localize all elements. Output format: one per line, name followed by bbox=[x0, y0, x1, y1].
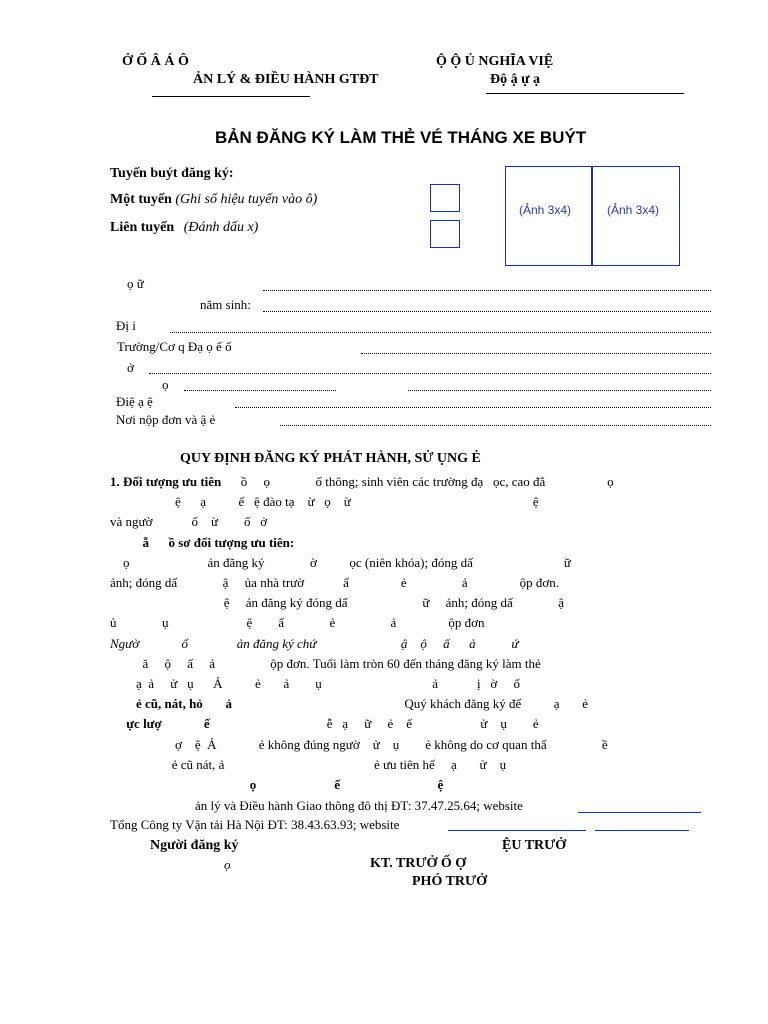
field-place-input[interactable] bbox=[280, 425, 711, 426]
leader-signature-line2: KT. TRƯỞ Ố Ợ bbox=[370, 856, 467, 871]
document-title: BẢN ĐĂNG KÝ LÀM THẺ VÉ THÁNG XE BUÝT bbox=[215, 128, 587, 147]
contact-line-2: Tổng Công ty Vận tải Hà Nội ĐT: 38.43.63.93; website bbox=[110, 817, 400, 832]
field-school-label: Trường/Cơ q Đạ ọ ế ố bbox=[117, 339, 232, 354]
motto-line1: Ộ Ộ Ủ NGHĨA VIỆ bbox=[436, 54, 554, 69]
photo-label-1: (Ảnh 3x4) bbox=[519, 203, 572, 217]
single-route-label: Một tuyến bbox=[110, 192, 172, 207]
registrant-signature-hint: ọ bbox=[224, 857, 231, 872]
field-school-input[interactable] bbox=[361, 353, 711, 354]
field-birth-label: năm sinh: bbox=[200, 297, 251, 312]
rule-line: 1. Đối tượng ưu tiên ồ ọ ố thông; sinh viên các trường đạ ọc, cao đẳ ọ bbox=[110, 474, 614, 489]
single-route-hint: (Ghi số hiệu tuyến vào ô) bbox=[175, 192, 318, 207]
rule-line: ẻ cũ nát, ả ẻ ưu tiên hế ạ ử ụ bbox=[110, 756, 507, 772]
rule-line: ạ ả ử ụ Ả ẻ ả ụ ả ị ờ ố bbox=[110, 676, 521, 691]
contact-line-1: ản lý và Điều hành Giao thông đô thị ĐT: 37.47.25.64; website bbox=[195, 798, 523, 813]
multi-route-row bbox=[110, 220, 258, 236]
field-phone-label: Điệ ạ ệ bbox=[116, 394, 153, 409]
rule-line: ọ ản đăng ký ờ ọc (niên khóa); đóng dấ ữ bbox=[110, 554, 571, 570]
registrant-signature-label: Người đăng ký bbox=[150, 838, 239, 853]
multi-route-label: Liên tuyến bbox=[110, 220, 175, 235]
rule-line: Ngườ ổ ản đăng ký chứ ậ ộ ấ ả ứ bbox=[110, 635, 519, 651]
rule-line: và ngườ ố ừ ố ở bbox=[110, 514, 268, 530]
field-place-label: Nơi nộp đơn và ậ ẻ bbox=[116, 412, 216, 427]
field-id-input[interactable] bbox=[184, 390, 336, 391]
field-id-extra-input[interactable] bbox=[408, 390, 711, 391]
multi-route-checkbox[interactable] bbox=[430, 220, 460, 248]
website-link-1[interactable] bbox=[578, 812, 701, 813]
agency-underline bbox=[152, 96, 310, 97]
single-route-row bbox=[110, 192, 317, 208]
rules-heading: QUY ĐỊNH ĐĂNG KÝ PHÁT HÀNH, SỬ ỤNG Ẻ bbox=[180, 451, 481, 466]
leader-signature-title: ỆU TRƯỞ bbox=[502, 838, 567, 853]
field-residence-input[interactable] bbox=[149, 373, 711, 374]
rule-line: ẫ ồ sơ đối tượng ưu tiên: bbox=[142, 534, 295, 550]
rule-line: ă ộ ấ ả ộp đơn. Tuổi làm tròn 60 đến tháng đăng ký làm thẻ bbox=[110, 655, 541, 671]
motto-underline bbox=[486, 93, 684, 94]
rule-line: ệ ạ ế ệ đào tạ ừ ọ ừ ệ bbox=[110, 494, 539, 510]
multi-route-hint: (Đánh dấu x) bbox=[183, 220, 259, 235]
motto-line2: Độ ậ ự ạ bbox=[490, 72, 541, 87]
rule-line: ẻ cũ, nát, hỏ ả Quý khách đăng ký để ạ ẻ bbox=[136, 696, 589, 712]
agency-name-line2: ẢN LÝ & ĐIỀU HÀNH GTĐT bbox=[193, 72, 379, 87]
field-name-input[interactable] bbox=[263, 290, 711, 291]
field-id-label: ọ bbox=[162, 377, 169, 392]
photo-label-2: (Ảnh 3x4) bbox=[607, 203, 660, 217]
single-route-checkbox[interactable] bbox=[430, 184, 460, 212]
field-name-label: ọ ữ bbox=[127, 276, 144, 291]
field-birth-input[interactable] bbox=[263, 311, 711, 312]
rule-line: ủ ụ ệ ấ ẻ ả ộp đơn bbox=[110, 615, 485, 631]
website-link-2[interactable] bbox=[448, 830, 586, 831]
field-residence-label: ở bbox=[127, 360, 134, 375]
field-address-label: Đị i bbox=[116, 318, 136, 333]
rule-line: ợ ệ Ả ẻ không đúng ngườ ử ụ ẻ không do cơ quan thẩ ề bbox=[110, 736, 608, 752]
website-link-3[interactable] bbox=[595, 830, 689, 831]
agency-name-line1: Ở Ố Â Á Ô bbox=[122, 54, 189, 69]
registration-label: Tuyến buýt đăng ký: bbox=[110, 166, 234, 181]
rule-line: ệ ản đăng ký đóng dấ ữ ảnh; đóng dấ ậ bbox=[110, 595, 565, 611]
rule-line: ực lượ ế ễ ạ ữ ẻ ế ử ụ ẻ bbox=[126, 716, 539, 732]
field-address-input[interactable] bbox=[170, 332, 711, 333]
rule-line: ọ ế ệ bbox=[249, 777, 444, 792]
rule-line: ảnh; đóng dấ ậ ủa nhà trườ ấ ẻ ả ộp đơn. bbox=[110, 575, 560, 590]
field-phone-input[interactable] bbox=[235, 407, 711, 408]
leader-signature-line3: PHÓ TRƯỞ bbox=[412, 874, 488, 889]
